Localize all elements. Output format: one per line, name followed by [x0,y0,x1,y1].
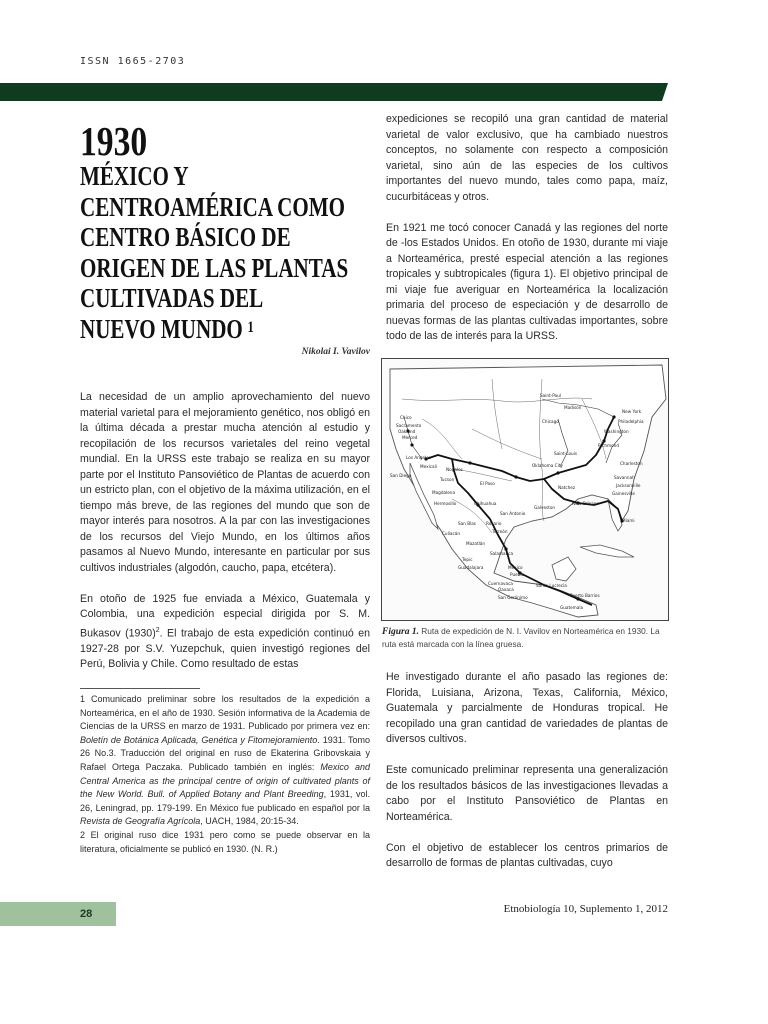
map-label: Culiacán [442,531,460,536]
map-label: New Orleans [572,501,599,506]
footnote-journal: Boletín de Botánica Aplicada, Genética y Fitomejoramiento [80,734,318,745]
map-label: Rosario [486,521,502,526]
paragraph: Este comunicado preliminar representa una generalización de los resultados básicos de las investigaciones llevadas a cabo por el Instituto Pansoviético de Plantas en Norteamérica. [386,764,668,823]
map-label: Saint-Louis [554,451,578,456]
right-column-bottom [386,670,668,887]
map-label: Cuernavaca [488,581,513,586]
right-column-top [386,112,668,360]
title-line: CULTIVADAS DEL [80,283,264,313]
paragraph-text: . El trabajo de esta expedición continuó en 1927-28 por S.V. Yuzepchuk, quien investigó regiones del Perú, Bolivia y Chile. Como resultado de estas [80,627,370,671]
map-label: Oklahoma City [532,463,563,468]
left-column [80,390,370,688]
map-label: Tepic [462,557,473,562]
issn-label: ISSN 1665-2703 [80,56,186,67]
map-label: Gainesville [612,491,635,496]
map-label: Washington [604,429,629,434]
paragraph: expediciones se recopiló una gran cantidad de material varietal de valor exclusivo, que ha cambiado nuestros conceptos, no solamente con respecto a composición varietal, sino aún de las especies de los cultivos importantes del nuevo mundo, tales como papa, maíz, cucurbitáceas y otros. [386,113,668,203]
author-name: Nikolai I. Vavilov [301,347,370,357]
title-line: MÉXICO Y [80,161,189,191]
route-map-figure [381,358,669,621]
article-title [80,161,361,344]
figure-label: Figura 1. [382,627,419,637]
map-label: Charleston [620,461,643,466]
map-label: El Paso [480,481,495,486]
map-label: Chihuahua [474,501,497,506]
footnote-2: 2 El original ruso dice 1931 pero como se puede observar en la literatura, oficialmente se publicó en 1930. (N. R.) [80,829,370,854]
map-label: Hermosillo [434,501,457,506]
paragraph [80,592,370,673]
page-number: 28 [80,908,93,920]
map-label: Natchez [558,485,576,490]
map-label: Madison [564,405,582,410]
map-label: Mazatlán [466,541,485,546]
map-label: Richmond [598,443,619,448]
footnote-text: . 1931. Tomo 26 No.3. Traducción del original en ruso de Ekaterina Gribovskaia y Rafael Ortega Paczaka. Publicado también en inglés: [80,734,370,772]
footnote-text: , 1931, vol. 26, Leningrad, pp. 179-199. En México fue publicado en español por la [80,789,371,813]
map-label: Sacramento [396,423,422,428]
paragraph: La necesidad de un amplio aprovechamiento del nuevo material varietal para el mejoramiento genético, nos obligó en la última década a prestar mucha atención al estudio y recopilación de los recursos varietales del reino vegetal mundial. En la URSS este trabajo se realiza en su mayor parte por el Instituto Pansoviético de Plantas de acuerdo con un estricto plan, con el objetivo de la máxima utilización, en el tiempo más breve, de las regiones del mundo que son de mayor interés para nosotros. A la par con las investigaciones de los recursos del Viejo Mundo, en los últimos años pasamos al Nuevo Mundo, interesante en particular por sus cultivos industriales (algodón, caucho, papa, etcétera). [80,391,370,574]
footnote-ref: 2 [155,626,160,634]
map-label: Santa Lucrecia [536,583,567,588]
map-label: Chicago [542,419,559,424]
footnote-divider [80,688,200,689]
cuba [580,545,634,557]
article-year: 1930 [80,118,148,164]
journal-citation: Etnobiología 10, Suplemento 1, 2012 [503,903,668,915]
paragraph: Con el objetivo de establecer los centros primarios de desarrollo de formas de plantas cultivadas, cuyo [386,841,668,869]
paragraph-text: En otoño de 1925 fue enviada a México, Guatemala y Colombia, una expedición especial dirigida por S. M. Bukasov (1930) [80,592,370,640]
yucatan [552,557,576,581]
map-label: Magdalena [432,490,456,495]
map-label: San Blas [458,521,476,526]
paragraph: He investigado durante el año pasado las regiones de: Florida, Luisiana, Arizona, Texas, California, México, Guatemala y parcialmente de Honduras tropical. He recopilado una gran cantidad de variedades de plantas de diversos cultivos. [386,671,668,745]
map-label: Jacksonville [616,483,641,488]
map-label: Merced [402,435,418,440]
paragraph: En 1921 me tocó conocer Canadá y las regiones del norte de -los Estados Unidos. En otoño de 1930, durante mi viaje a Norteamérica, presté especial atención a las regiones tropicales y subtropicales (figura 1). El objetivo principal de mi viaje fue averiguar en Norteamérica la localización primaria del proceso de especiación y de desarrollo de nuevas formas de las plantas cultivadas importantes, sobre todo de las de interés para la URSS. [386,221,668,342]
map-label: Oakland [398,429,416,434]
footnote-text: , UACH, 1984, 20:15-34. [200,816,299,827]
map-label: Galveston [534,505,556,510]
map-label: New York [622,409,642,414]
map-label: Torreón [492,529,508,534]
footnote-1 [80,693,370,829]
map-label: Guadalajara [458,565,484,570]
footnote-english-title: Mexico and Central America as the principal centre of origin of cultivated plants of the New World. Bull. of Applied Botany and Plant Breeding [80,761,370,800]
map-label: Oaxaca [498,587,514,592]
footnotes [80,693,370,856]
map-label: Miami [622,518,635,523]
figure-caption-text: Ruta de expedición de N. I. Vavilov en Norteamérica en 1930. La ruta está marcada con la línea gruesa. [382,626,660,649]
page-number-box [0,902,116,926]
map-label: Tucson [440,477,455,482]
map-label: Puebla [510,572,525,577]
title-line: CENTROAMÉRICA COMO [80,191,346,222]
map-label: San Diego [390,473,412,478]
title-line: ORIGEN DE LAS PLANTAS [80,252,349,283]
map-label: Mexicali [420,464,437,469]
map-label: San Gerónimo [498,595,528,600]
map-label: Los Angeles [406,455,432,460]
map-label: Puerto Barrios [570,593,600,598]
map-label: Savannah [614,475,635,480]
map-label: Guatemala [560,605,584,610]
footnote-text: 1 Comunicado preliminar sobre los resultados de la expedición a Norteamérica, en el año de 1930. Sesión informativa de la Academia de Ciencias de la URSS en marzo de 1931. Publicado por primera vez en: [80,694,370,732]
map-label: Philadelphia [618,419,644,424]
header-bar [0,83,668,101]
map-label: Saint-Paul [540,393,561,398]
title-line: CENTRO BÁSICO DE [80,222,291,252]
figure-caption [382,625,668,650]
map-label: San Antonio [500,511,526,516]
map-label: México [508,565,523,570]
title-line-text: NUEVO MUNDO [80,313,243,344]
map-label: Salamanca [490,551,514,556]
footnote-revista: Revista de Geografía Agrícola [80,816,201,827]
map-label: Chico [400,415,412,420]
title-footnote-mark: 1 [247,318,254,336]
route-map [382,359,668,620]
title-line [80,314,361,345]
map-label: Nogales [446,467,463,472]
